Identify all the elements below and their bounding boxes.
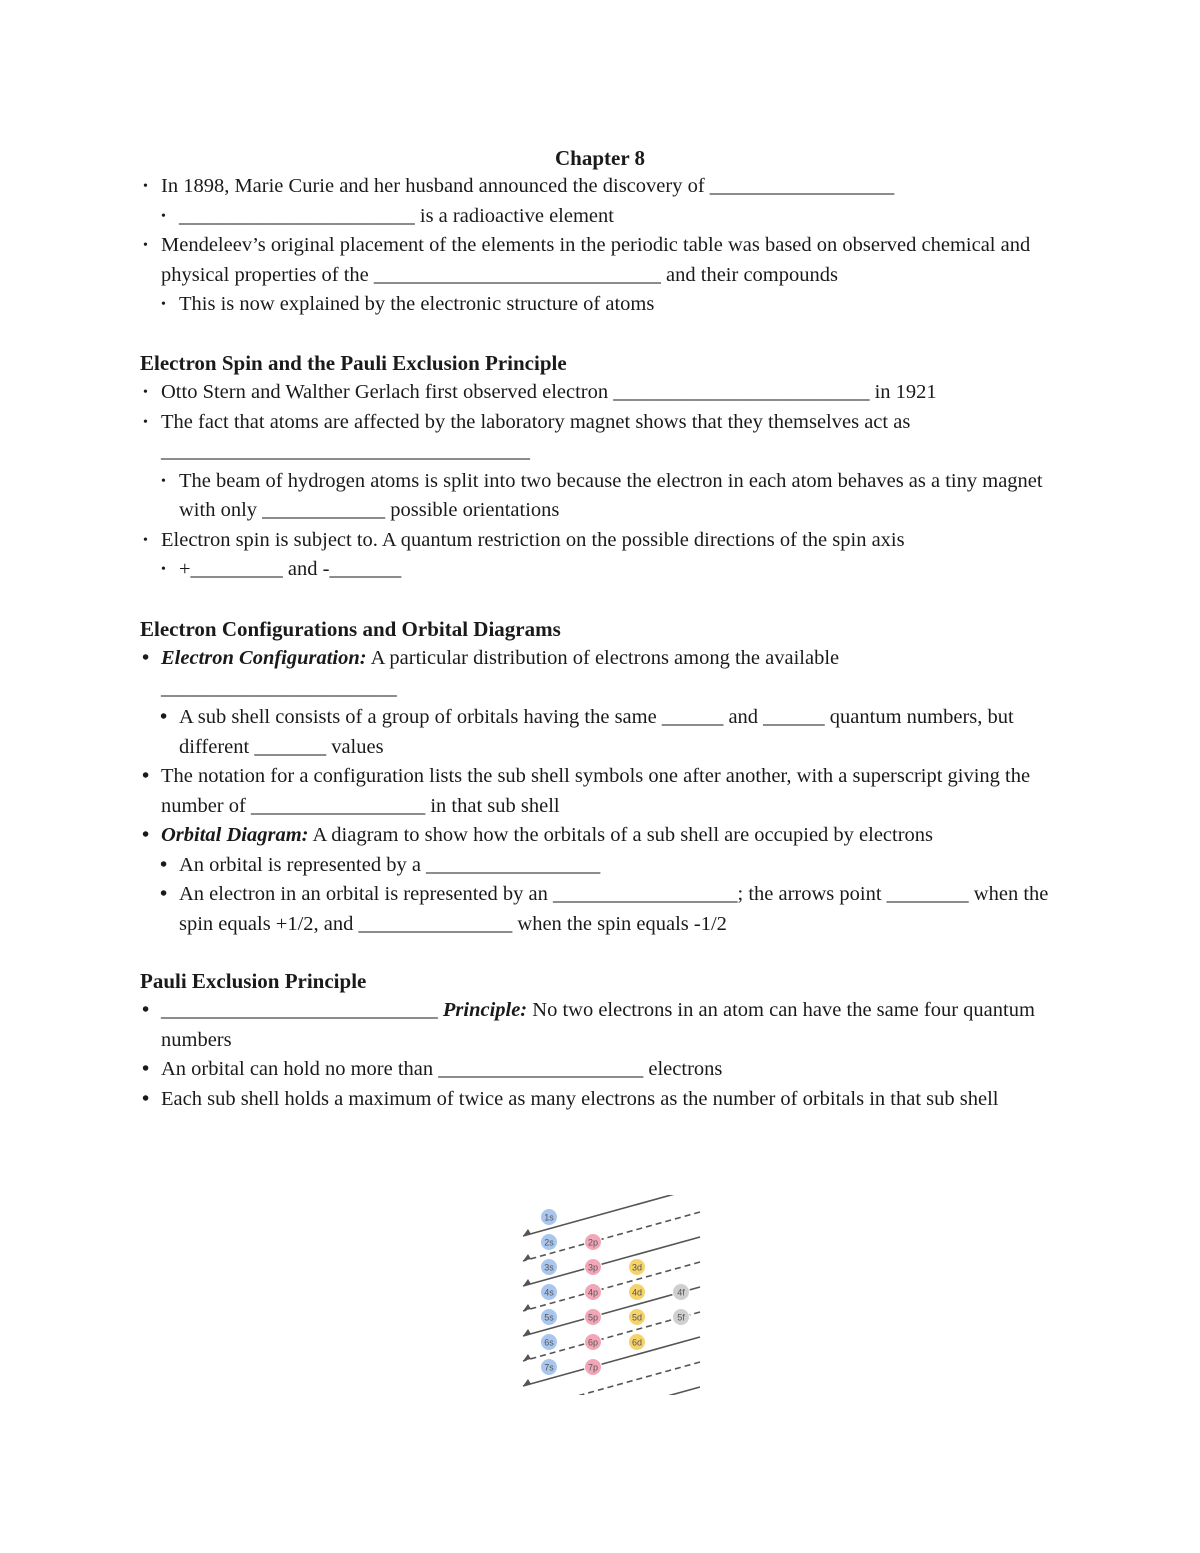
bullet-icon: • <box>142 1087 150 1110</box>
list-item: • An orbital is represented by a _________________ <box>158 851 1070 881</box>
list-item: • _______________________ is a radioactive element <box>158 202 1070 232</box>
bullet-icon: • <box>161 297 166 312</box>
orbital-node <box>585 1284 602 1301</box>
orbital-label: 7s <box>544 1362 554 1373</box>
section-intro <box>140 172 1070 320</box>
page-title: Chapter 8 <box>554 146 646 170</box>
orbital-label: 5p <box>587 1312 599 1323</box>
bullet-icon: • <box>142 824 150 846</box>
orbital-node <box>629 1284 646 1301</box>
orbital-label: 5f <box>677 1312 685 1323</box>
orbital-node <box>541 1359 558 1376</box>
list-item: • Mendeleev’s original placement of the elements in the periodic table was based on observed chemical and physical properties of the ____________________________ and their compounds <box>140 231 1070 290</box>
orbital-node <box>629 1309 646 1326</box>
arrow-head-icon <box>523 1379 531 1386</box>
orbital-label: 2p <box>587 1237 599 1248</box>
bullet-icon: • <box>142 1058 150 1080</box>
orbital-node <box>541 1309 558 1326</box>
list-item: • The beam of hydrogen atoms is split into two because the electron in each atom behaves as a tiny magnet with only ____________ possible orientations <box>158 467 1070 526</box>
section-electron-spin <box>140 348 1070 585</box>
orbital-node <box>541 1209 558 1226</box>
arrow-head-icon <box>523 1279 531 1286</box>
arrow-head-icon <box>523 1229 531 1236</box>
orbital-node <box>585 1234 602 1251</box>
bullet-icon: • <box>143 532 148 548</box>
orbital-label: 3p <box>587 1262 599 1273</box>
bullet-icon: • <box>161 208 166 224</box>
filling-order-arrow <box>523 1387 700 1395</box>
orbital-label: 1s <box>544 1212 554 1223</box>
section-heading: Pauli Exclusion Principle <box>140 969 367 993</box>
orbital-node <box>541 1284 558 1301</box>
list-item: • ___________________________ Principle: No two electrons in an atom can have the same four quantum numbers <box>140 996 1070 1055</box>
list-item: • The fact that atoms are affected by the laboratory magnet shows that they themselves act as ____________________________________ <box>140 408 1070 467</box>
orbital-node <box>673 1284 690 1301</box>
orbital-label: 6d <box>631 1337 643 1348</box>
orbital-label: 5s <box>544 1312 554 1323</box>
section-pauli <box>140 966 1070 1114</box>
list-item: • Each sub shell holds a maximum of twice as many electrons as the number of orbitals in that sub shell <box>140 1085 1070 1115</box>
list-item: • Otto Stern and Walther Gerlach first observed electron _________________________ in 1921 <box>140 378 1070 408</box>
orbital-label: 4f <box>677 1287 685 1298</box>
section-heading: Electron Configurations and Orbital Diagrams <box>140 617 561 641</box>
list-item: • Electron spin is subject to. A quantum restriction on the possible directions of the spin axis <box>140 526 1070 556</box>
orbital-node <box>585 1259 602 1276</box>
orbital-node <box>673 1309 690 1326</box>
bullet-icon: • <box>143 385 148 400</box>
arrow-head-icon <box>523 1354 531 1361</box>
list-item: • +_________ and -_______ <box>158 555 1070 585</box>
bullet-icon: • <box>142 765 150 787</box>
bullet-icon: • <box>160 853 168 876</box>
list-item: • This is now explained by the electronic structure of atoms <box>158 290 1070 320</box>
section-configurations <box>140 614 1070 939</box>
bullet-icon: • <box>160 883 168 905</box>
bullet-icon: • <box>161 473 166 489</box>
list-item: • In 1898, Marie Curie and her husband announced the discovery of __________________ <box>140 172 1070 202</box>
orbital-label: 4d <box>631 1287 643 1298</box>
orbital-node <box>585 1309 602 1326</box>
list-item: • Electron Configuration: A particular distribution of electrons among the available _______________________ <box>140 644 1070 703</box>
list-item: • An orbital can hold no more than ____________________ electrons <box>140 1055 1070 1085</box>
bullet-icon: • <box>142 999 150 1021</box>
orbital-node <box>541 1334 558 1351</box>
bullet-icon: • <box>143 414 148 430</box>
orbital-label: 3d <box>631 1262 643 1273</box>
section-heading: Electron Spin and the Pauli Exclusion Principle <box>140 351 567 375</box>
list-item: • A sub shell consists of a group of orbitals having the same ______ and ______ quantum numbers, but different _______ values <box>158 703 1070 762</box>
bullet-icon: • <box>161 562 166 577</box>
arrow-head-icon <box>523 1304 531 1311</box>
orbital-node <box>629 1259 646 1276</box>
orbital-node <box>585 1359 602 1376</box>
orbital-node <box>541 1259 558 1276</box>
orbital-node <box>629 1334 646 1351</box>
list-item: • Orbital Diagram: A diagram to show how the orbitals of a sub shell are occupied by electrons <box>140 821 1070 851</box>
orbital-label: 3s <box>544 1262 554 1273</box>
orbital-label: 4p <box>587 1287 599 1298</box>
arrow-head-icon <box>523 1329 531 1336</box>
bullet-icon: • <box>143 179 148 194</box>
orbital-node <box>541 1234 558 1251</box>
arrow-head-icon <box>523 1254 531 1261</box>
bullet-icon: • <box>160 706 168 728</box>
orbital-label: 7p <box>587 1362 599 1373</box>
orbital-label: 4s <box>544 1287 554 1298</box>
orbital-label: 6s <box>544 1337 554 1348</box>
bullet-icon: • <box>143 238 148 253</box>
list-item: • An electron in an orbital is represented by an __________________; the arrows point ________ when the spin equals +1/2, and _______________ when the spin equals -1/2 <box>158 880 1070 939</box>
orbital-label: 6p <box>587 1337 599 1348</box>
orbital-filling-order-diagram <box>515 1195 725 1395</box>
bullet-icon: • <box>142 647 150 669</box>
orbital-node <box>585 1334 602 1351</box>
orbital-label: 2s <box>544 1237 554 1248</box>
orbital-label: 5d <box>631 1312 643 1323</box>
list-item: • The notation for a configuration lists the sub shell symbols one after another, with a superscript giving the number of _________________ in that sub shell <box>140 762 1070 821</box>
